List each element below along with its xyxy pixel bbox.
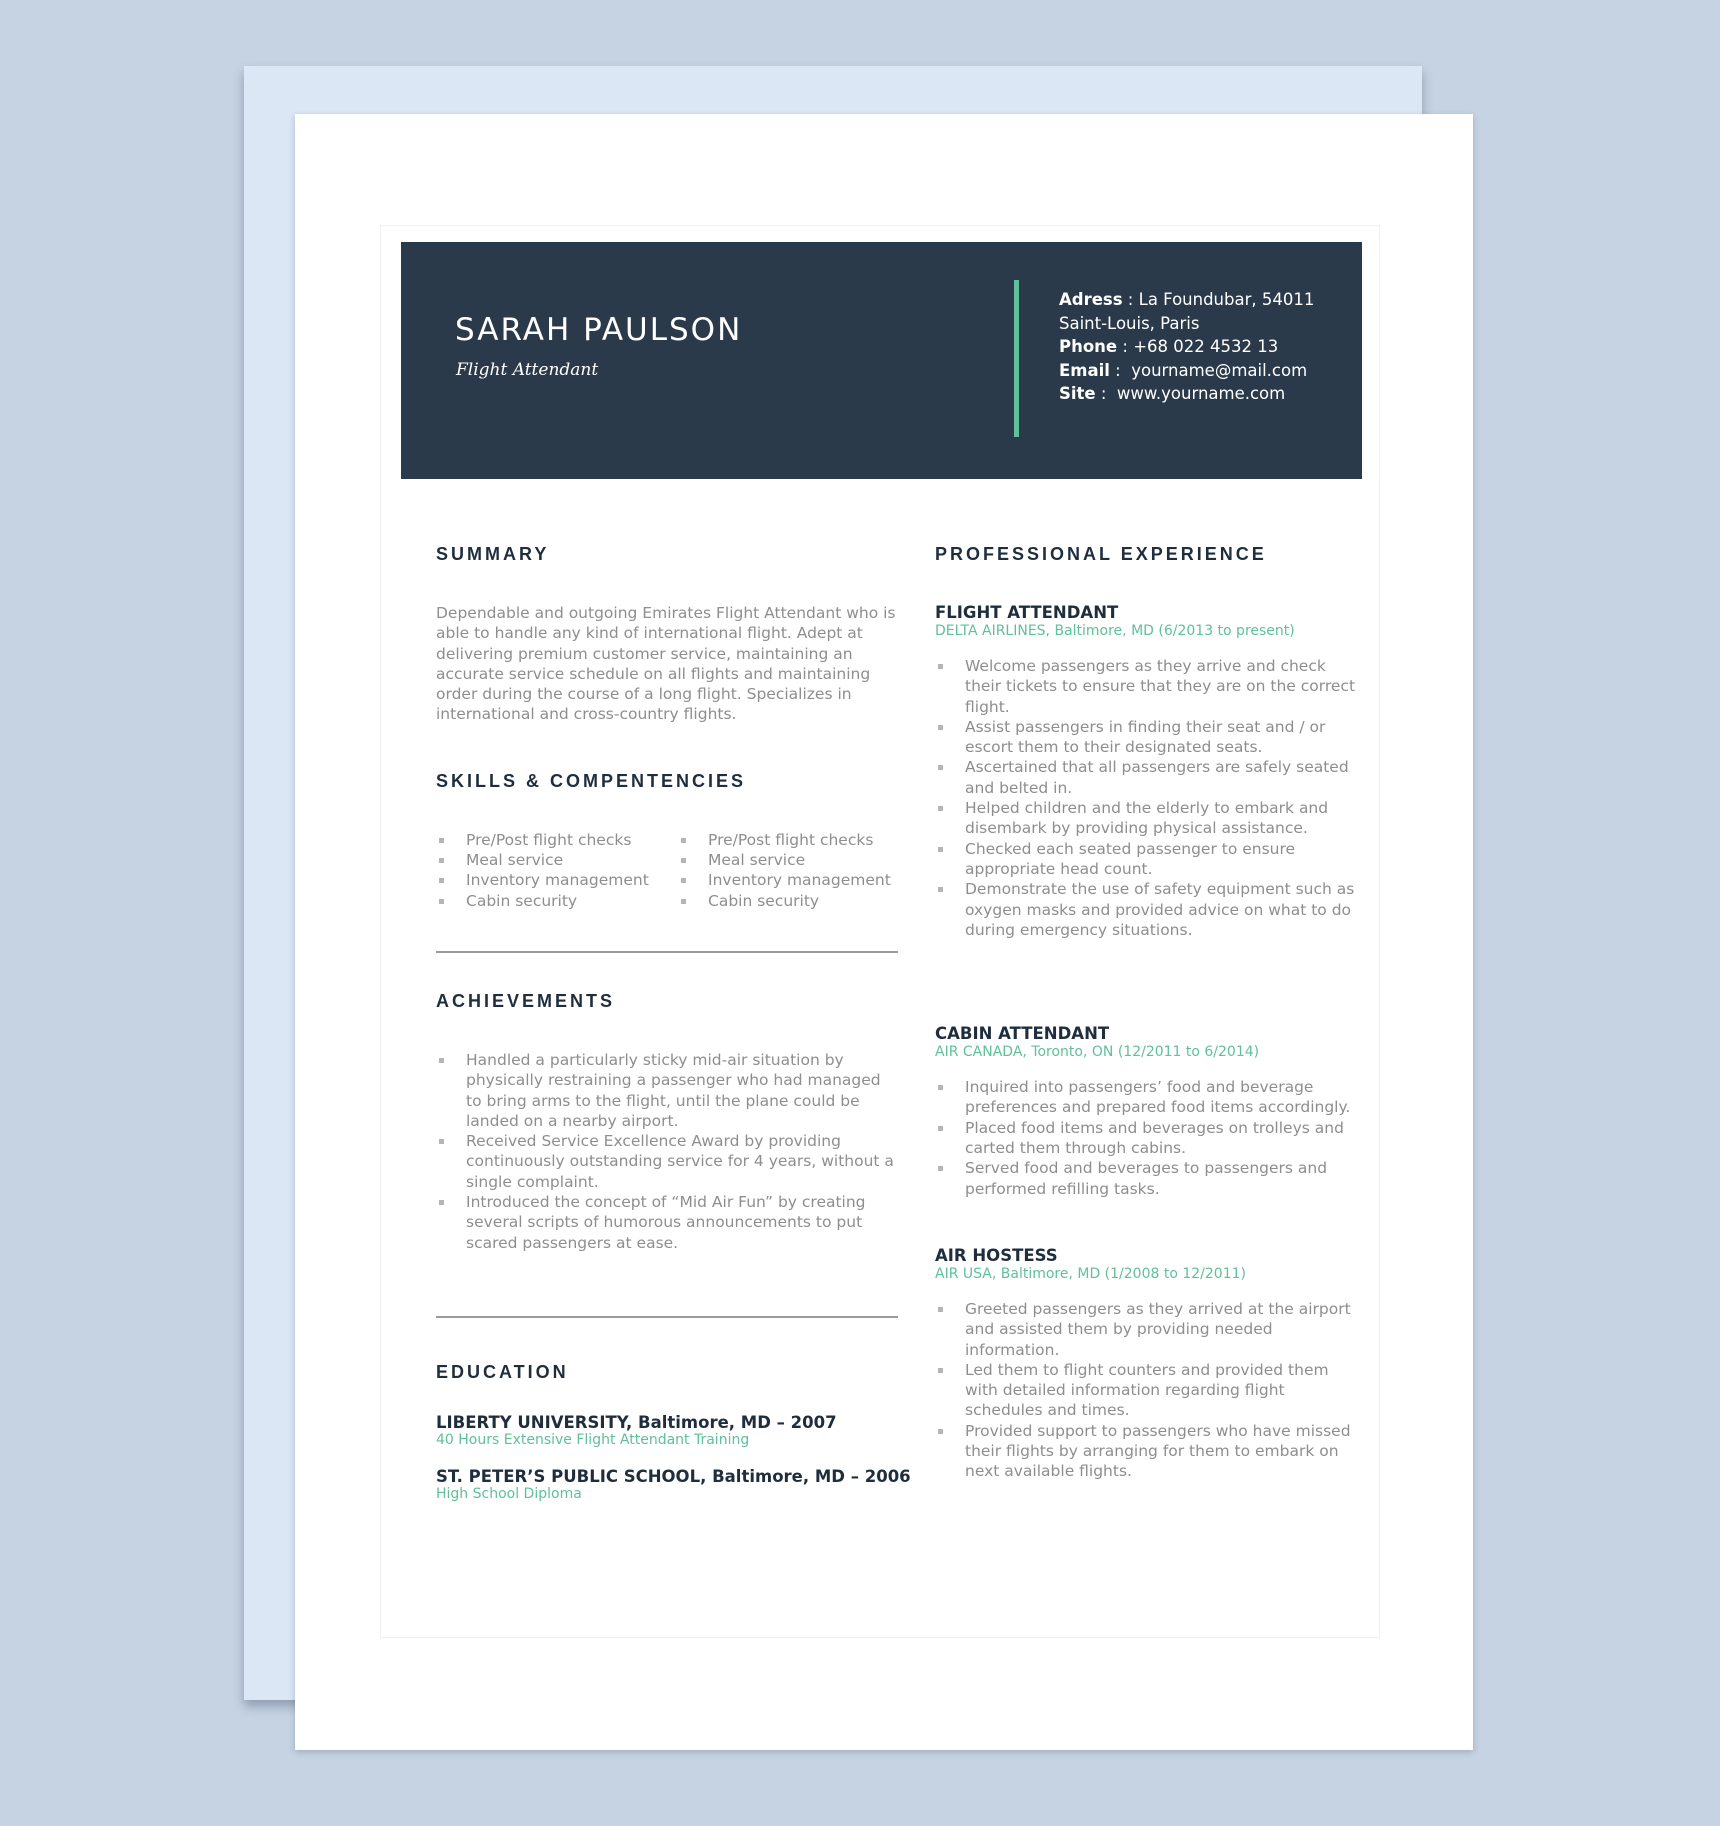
job-duties <box>935 1077 1365 1199</box>
job-role: CABIN ATTENDANT <box>935 1024 1110 1044</box>
skill-item: Inventory management <box>678 870 891 890</box>
job-entry <box>935 1246 1365 1482</box>
job-duty-item: Placed food items and beverages on trolleys and carted them through cabins. <box>935 1118 1365 1159</box>
skill-item: Pre/Post flight checks <box>678 830 891 850</box>
achievements-heading: ACHIEVEMENTS <box>436 990 616 1011</box>
job-duties <box>935 656 1365 940</box>
job-duty-item: Assist passengers in finding their seat and / or escort them to their designated seats. <box>935 717 1365 758</box>
skill-item: Cabin security <box>436 891 678 911</box>
contact-block <box>1059 288 1314 406</box>
left-column <box>436 544 911 1502</box>
job-employer: DELTA AIRLINES, Baltimore, MD (6/2013 to present) <box>935 623 1295 639</box>
job-role: AIR HOSTESS <box>935 1245 1058 1265</box>
skill-item: Meal service <box>678 850 891 870</box>
job-duty-item: Ascertained that all passengers are safely seated and belted in. <box>935 757 1365 798</box>
candidate-title: Flight Attendant <box>456 360 599 380</box>
skill-item: Pre/Post flight checks <box>436 830 678 850</box>
job-entry <box>935 1024 1365 1199</box>
job-duty-item: Led them to flight counters and provided them with detailed information regarding flight schedules and times. <box>935 1360 1365 1421</box>
achievement-item: Introduced the concept of “Mid Air Fun” by creating several scripts of humorous announcements to put scared passengers at ease. <box>436 1192 898 1253</box>
summary-text: Dependable and outgoing Emirates Flight Attendant who is able to handle any kind of international flight. Adept at delivering premium customer service, maintaining an accurate service schedule on all flights and maintaining order during the course of a long flight. Specializes in international and cross-country flights. <box>436 604 896 724</box>
job-duty-item: Welcome passengers as they arrive and check their tickets to ensure that they are on the correct flight. <box>935 656 1365 717</box>
contact-site-row: Site : www.yourname.com <box>1059 384 1286 403</box>
education-detail: 40 Hours Extensive Flight Attendant Training <box>436 1431 750 1448</box>
address-label: Adress <box>1059 290 1123 309</box>
job-duties <box>935 1299 1365 1482</box>
education-entry <box>436 1466 911 1502</box>
education-detail: High School Diploma <box>436 1485 582 1502</box>
skills-column-1 <box>436 830 678 911</box>
skills-heading: SKILLS & COMPENTENCIES <box>436 770 747 791</box>
contact-email-row: Email : yourname@mail.com <box>1059 360 1308 380</box>
candidate-name: SARAH PAULSON <box>455 312 743 348</box>
section-divider <box>436 951 898 953</box>
job-duty-item: Inquired into passengers’ food and beverage preferences and prepared food items accordingly. <box>935 1077 1365 1118</box>
resume-page <box>295 114 1473 1750</box>
skill-item: Cabin security <box>678 891 891 911</box>
education-entry <box>436 1413 906 1448</box>
job-duty-item: Checked each seated passenger to ensure appropriate head count. <box>935 839 1365 880</box>
address-line1: La Foundubar, 54011 <box>1138 290 1315 309</box>
address-line2: Saint-Louis, Paris <box>1059 313 1200 333</box>
job-duty-item: Provided support to passengers who have missed their flights by arranging for them to embark on next available flights. <box>935 1421 1365 1482</box>
education-school: ST. PETER’S PUBLIC SCHOOL, Baltimore, MD – 2006 <box>436 1466 911 1486</box>
site-label: Site <box>1059 384 1096 403</box>
skill-item: Meal service <box>436 850 678 870</box>
job-employer: AIR CANADA, Toronto, ON (12/2011 to 6/2014) <box>935 1044 1260 1061</box>
skill-item: Inventory management <box>436 870 678 890</box>
header-band <box>401 242 1362 479</box>
site-value: www.yourname.com <box>1116 384 1286 403</box>
email-value: yourname@mail.com <box>1131 360 1308 380</box>
achievement-item: Handled a particularly sticky mid-air situation by physically restraining a passenger who had managed to bring arms to the flight, until the plane could be landed on a nearby airport. <box>436 1050 898 1131</box>
job-entry <box>935 603 1365 940</box>
job-employer: AIR USA, Baltimore, MD (1/2008 to 12/2011) <box>935 1265 1246 1282</box>
achievements-list <box>436 1050 898 1253</box>
summary-heading: SUMMARY <box>436 544 550 564</box>
section-divider <box>436 1316 898 1318</box>
accent-divider <box>1014 280 1019 437</box>
phone-value: +68 022 4532 13 <box>1133 337 1279 356</box>
job-duty-item: Greeted passengers as they arrived at the airport and assisted them by providing needed information. <box>935 1299 1365 1360</box>
right-column <box>935 544 1365 1482</box>
experience-heading: PROFESSIONAL EXPERIENCE <box>935 544 1267 564</box>
job-duty-item: Helped children and the elderly to embark and disembark by providing physical assistance. <box>935 798 1365 839</box>
contact-phone-row: Phone : +68 022 4532 13 <box>1059 337 1279 356</box>
contact-address-row: Adress : La Foundubar, 54011 <box>1059 290 1315 309</box>
email-label: Email <box>1059 360 1110 380</box>
job-duty-item: Demonstrate the use of safety equipment such as oxygen masks and provided advice on what to do during emergency situations. <box>935 879 1365 940</box>
job-duty-item: Served food and beverages to passengers and performed refilling tasks. <box>935 1158 1365 1199</box>
phone-label: Phone <box>1059 337 1118 356</box>
education-heading: EDUCATION <box>436 1361 569 1382</box>
achievement-item: Received Service Excellence Award by providing continuously outstanding service for 4 years, without a single complaint. <box>436 1131 898 1192</box>
education-school: LIBERTY UNIVERSITY, Baltimore, MD – 2007 <box>436 1412 837 1432</box>
skills-column-2 <box>678 830 891 911</box>
skills-list <box>436 830 906 911</box>
job-role: FLIGHT ATTENDANT <box>935 603 1119 622</box>
